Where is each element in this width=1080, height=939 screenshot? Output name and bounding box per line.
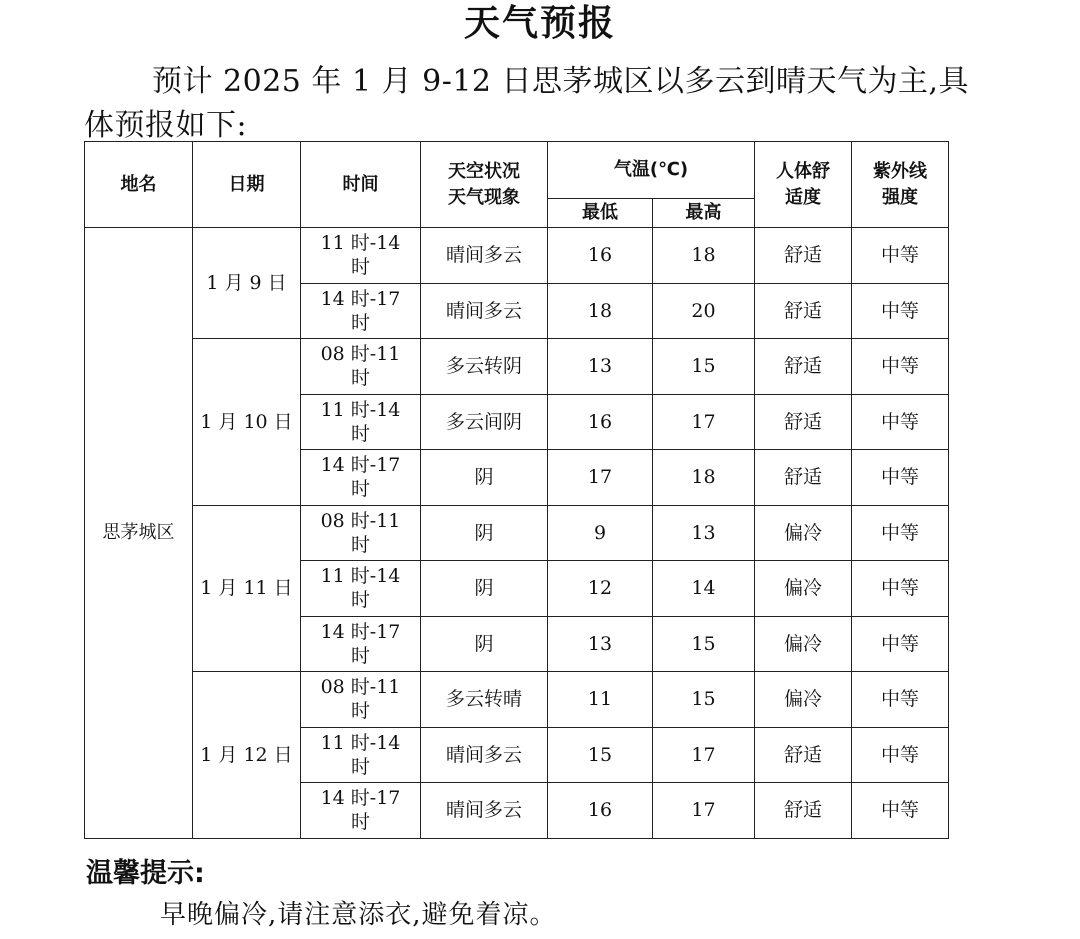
time-cell: [301, 228, 421, 284]
temp-min-cell: 13: [548, 616, 653, 672]
temp-min-cell: 11: [548, 672, 653, 728]
comfort-cell: 舒适: [755, 450, 852, 506]
temp-max-cell: 18: [653, 450, 755, 506]
sky-cell: 晴间多云: [421, 783, 548, 839]
time-label: 11 时-14 时: [320, 565, 401, 612]
comfort-cell: 偏冷: [755, 672, 852, 728]
temp-max-cell: 18: [653, 228, 755, 284]
table-row: [85, 339, 949, 395]
uv-cell: 中等: [852, 616, 949, 672]
sky-cell: 晴间多云: [421, 283, 548, 339]
sky-cell: 阴: [421, 450, 548, 506]
time-cell: [301, 283, 421, 339]
uv-cell: 中等: [852, 727, 949, 783]
sky-cell: 晴间多云: [421, 727, 548, 783]
temp-max-cell: 17: [653, 727, 755, 783]
temp-min-cell: 9: [548, 505, 653, 561]
time-cell: [301, 672, 421, 728]
temp-max-cell: 17: [653, 394, 755, 450]
comfort-cell: 舒适: [755, 339, 852, 395]
temp-min-cell: 12: [548, 561, 653, 617]
time-cell: [301, 339, 421, 395]
uv-cell: 中等: [852, 561, 949, 617]
uv-cell: 中等: [852, 672, 949, 728]
comfort-cell: 偏冷: [755, 561, 852, 617]
time-label: 14 时-17 时: [320, 454, 401, 501]
time-cell: [301, 505, 421, 561]
header-temp-max: 最高: [653, 199, 755, 228]
header-date: 日期: [193, 142, 301, 228]
comfort-cell: 舒适: [755, 394, 852, 450]
temp-max-cell: 15: [653, 616, 755, 672]
temp-max-cell: 14: [653, 561, 755, 617]
time-cell: [301, 783, 421, 839]
time-label: 11 时-14 时: [320, 398, 401, 445]
time-label: 14 时-17 时: [320, 787, 401, 834]
date-cell: 1 月 9 日: [193, 228, 301, 339]
date-cell: 1 月 11 日: [193, 505, 301, 672]
uv-cell: 中等: [852, 450, 949, 506]
temp-max-cell: 20: [653, 283, 755, 339]
table-row: [85, 505, 949, 561]
comfort-cell: 偏冷: [755, 616, 852, 672]
uv-cell: 中等: [852, 505, 949, 561]
temp-min-cell: 16: [548, 228, 653, 284]
uv-cell: 中等: [852, 283, 949, 339]
time-label: 14 时-17 时: [320, 287, 401, 334]
time-cell: [301, 394, 421, 450]
time-cell: [301, 727, 421, 783]
temp-max-cell: 15: [653, 672, 755, 728]
place-cell: 思茅城区: [85, 228, 193, 839]
time-cell: [301, 450, 421, 506]
time-cell: [301, 616, 421, 672]
temp-min-cell: 13: [548, 339, 653, 395]
header-sky: [421, 142, 548, 228]
header-comfort: [755, 142, 852, 228]
time-label: 14 时-17 时: [320, 620, 401, 667]
temp-max-cell: 13: [653, 505, 755, 561]
sky-cell: 阴: [421, 505, 548, 561]
table-row: [85, 228, 949, 284]
comfort-cell: 舒适: [755, 228, 852, 284]
comfort-cell: 舒适: [755, 783, 852, 839]
time-cell: [301, 561, 421, 617]
table-row: [85, 672, 949, 728]
comfort-cell: 舒适: [755, 283, 852, 339]
tips-title: 温馨提示:: [86, 858, 205, 889]
sky-cell: 多云间阴: [421, 394, 548, 450]
temp-min-cell: 16: [548, 783, 653, 839]
header-row: [85, 142, 949, 199]
time-label: 11 时-14 时: [320, 232, 401, 279]
header-comfort-label: 人体舒适度: [776, 160, 830, 208]
temp-max-cell: 15: [653, 339, 755, 395]
header-uv: [852, 142, 949, 228]
header-uv-label: 紫外线强度: [873, 160, 927, 208]
header-sky-label: 天空状况天气现象: [448, 160, 520, 208]
uv-cell: 中等: [852, 783, 949, 839]
sky-cell: 多云转晴: [421, 672, 548, 728]
uv-cell: 中等: [852, 394, 949, 450]
date-cell: 1 月 10 日: [193, 339, 301, 506]
time-label: 08 时-11 时: [320, 343, 401, 390]
date-cell: 1 月 12 日: [193, 672, 301, 839]
temp-min-cell: 17: [548, 450, 653, 506]
comfort-cell: 舒适: [755, 727, 852, 783]
header-temp: 气温(℃): [548, 142, 755, 199]
uv-cell: 中等: [852, 339, 949, 395]
forecast-table: [84, 141, 949, 839]
time-label: 11 时-14 时: [320, 731, 401, 778]
header-time: 时间: [301, 142, 421, 228]
time-label: 08 时-11 时: [320, 509, 401, 556]
temp-min-cell: 18: [548, 283, 653, 339]
time-label: 08 时-11 时: [320, 676, 401, 723]
page-title: 天气预报: [463, 3, 616, 44]
comfort-cell: 偏冷: [755, 505, 852, 561]
temp-min-cell: 16: [548, 394, 653, 450]
uv-cell: 中等: [852, 228, 949, 284]
sky-cell: 多云转阴: [421, 339, 548, 395]
sky-cell: 阴: [421, 561, 548, 617]
sky-cell: 阴: [421, 616, 548, 672]
sky-cell: 晴间多云: [421, 228, 548, 284]
header-temp-min: 最低: [548, 199, 653, 228]
temp-min-cell: 15: [548, 727, 653, 783]
header-place: 地名: [85, 142, 193, 228]
intro-paragraph: 预计 2025 年 1 月 9-12 日思茅城区以多云到晴天气为主,具体预报如下:: [84, 64, 970, 143]
temp-max-cell: 17: [653, 783, 755, 839]
tips-text: 早晚偏冷,请注意添衣,避免着凉。: [160, 900, 557, 930]
